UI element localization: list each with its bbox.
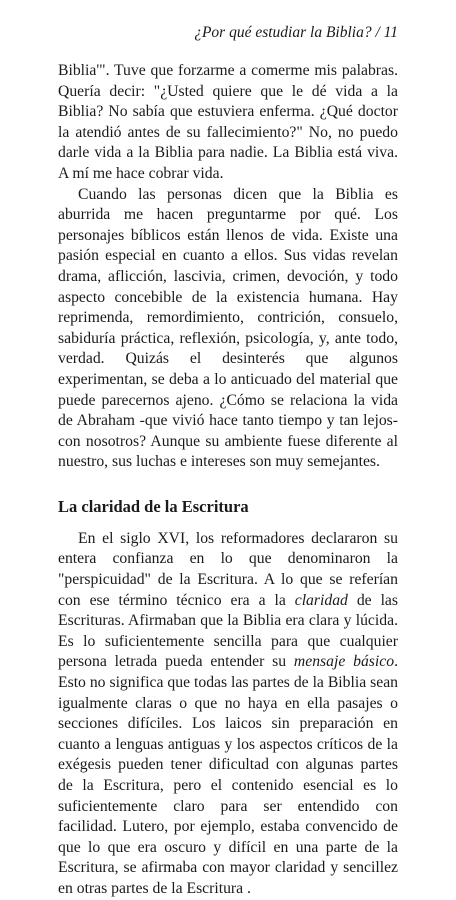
paragraph-text-part: de las Escrituras. Afirmaban que la Biblia era clara y lúcida. Es lo suficientemente sencilla para que cualquier persona letrada pueda entender su [58, 591, 399, 671]
body-text [58, 61, 398, 900]
paragraph-text-part: . Esto no significa que todas las partes de la Biblia sean igualmente claras o que no haya en ella pasajes o secciones difíciles. Los laicos sin preparación en cuanto a lenguas antiguas y los aspectos críticos de la exégesis pueden tener dificultad con algunas partes de la Escritura, pero el contenido esencial es lo suficientemente claro para ser entendido con facilidad. Lutero, por ejemplo, estaba convencido de que lo que era oscuro y difícil en una parte de la Escritura, se afirmaba con mayor claridad y sencillez en otras partes de la Escritura . [58, 653, 398, 897]
paragraph-boring-bible: Cuando las personas dicen que la Biblia es aburrida me hacen preguntarme por qué. Los personajes bíblicos están llenos de vida. Existe una pasión especial en cuanto a ellos. Sus vidas revelan drama, aflicción, lascivia, crimen, devoción, y todo aspecto concebible de la existencia humana. Hay reprimenda, remordimiento, contrición, consuelo, sabiduría práctica, reflexión, psicología, y, ante todo, verdad. Quizás el desinterés que algunos experimentan, se deba a lo anticuado del material que puede parecernos ajeno. ¿Cómo se relaciona la vida de Abraham -que vivió hace tanto tiempo y tan lejos- con nosotros? Aunque su ambiente fuese diferente al nuestro, sus luchas e intereses son muy semejantes. [58, 185, 398, 471]
paragraph-text-part: En el siglo XVI, los reformadores declararon su entera confianza en lo que denominaron la "perspicuidad" de la Escritura. A lo que se referían con ese término técnico era a la [58, 529, 398, 609]
running-header: ¿Por qué estudiar la Biblia? / 11 [194, 24, 398, 41]
emphasis-claridad: claridad [294, 591, 348, 609]
paragraph-continuation: Biblia'". Tuve que forzarme a comerme mis palabras. Quería decir: "¿Usted quiere que le dé vida a la Biblia? No sabía que estuviera enferma. ¿Qué doctor la atendió antes de su fallecimiento?" No, no puedo darle vida a la Biblia para nadie. La Biblia está viva. A mí me hace cobrar vida. [58, 62, 398, 182]
section-heading: La claridad de la Escritura [58, 496, 249, 516]
paragraph-perspicuity [58, 529, 398, 900]
emphasis-mensaje-basico: mensaje básico [293, 653, 395, 671]
